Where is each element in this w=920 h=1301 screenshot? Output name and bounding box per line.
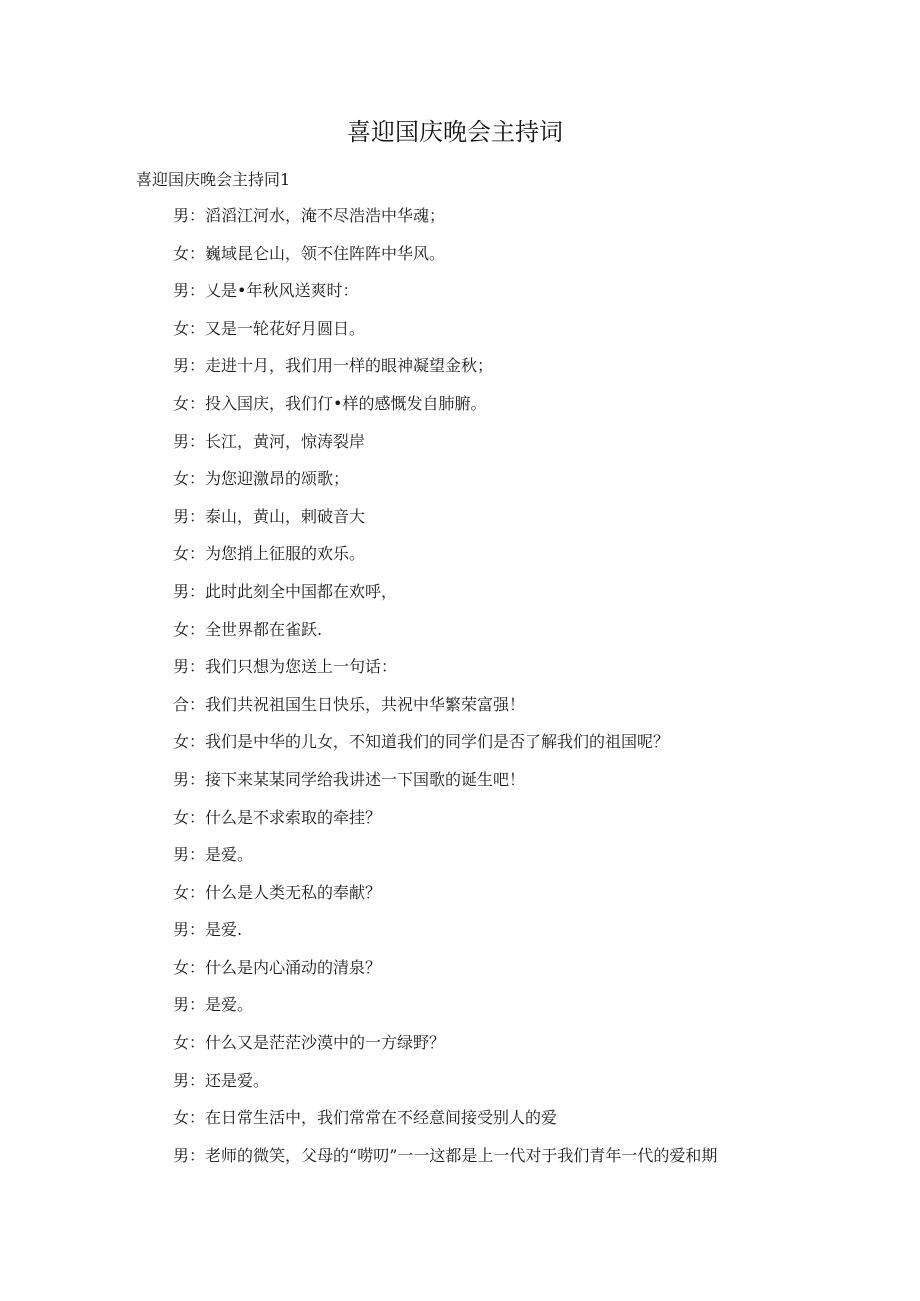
speaker-label: 女 bbox=[173, 807, 190, 827]
line-text: 是爱. bbox=[205, 920, 243, 940]
dialogue-line bbox=[173, 428, 717, 466]
line-text: 在日常生活中，我们常常在不经意间接受别人的爱 bbox=[205, 1108, 558, 1128]
speaker-label: 男 bbox=[173, 1070, 190, 1090]
line-text: 乂是•年秋风送爽时： bbox=[205, 281, 359, 301]
speaker-separator: ： bbox=[189, 920, 206, 940]
line-text: 为您捎上征服的欢乐。 bbox=[205, 544, 366, 564]
line-text: 什么是人类无私的奉献？ bbox=[205, 882, 382, 902]
speaker-label: 男 bbox=[173, 581, 190, 601]
speaker-separator: ： bbox=[189, 1070, 206, 1090]
dialogue-line bbox=[173, 991, 717, 1029]
speaker-label: 男 bbox=[173, 506, 190, 526]
speaker-separator: ： bbox=[189, 769, 206, 789]
line-text: 为您迎激昂的颂歌； bbox=[205, 469, 350, 489]
dialogue-line bbox=[173, 728, 717, 766]
speaker-separator: ： bbox=[189, 732, 206, 752]
section-heading: 喜迎国庆晚会主持同1 bbox=[136, 170, 291, 189]
line-text: 是爱。 bbox=[205, 845, 254, 865]
speaker-separator: ： bbox=[189, 506, 206, 526]
dialogue-line bbox=[173, 616, 717, 654]
speaker-separator: ： bbox=[189, 1145, 206, 1165]
line-text: 老师的微笑，父母的“唠叨”一一这都是上一代对于我们青年一代的爱和期 bbox=[205, 1145, 718, 1165]
dialogue-line bbox=[173, 691, 717, 729]
dialogue-list bbox=[173, 202, 717, 1179]
dialogue-line bbox=[173, 390, 717, 428]
speaker-separator: ： bbox=[189, 581, 206, 601]
speaker-label: 男 bbox=[173, 356, 190, 376]
line-text: 我们是中华的儿女，不知道我们的同学们是否了解我们的祖国呢？ bbox=[205, 732, 670, 752]
speaker-label: 女 bbox=[173, 957, 190, 977]
dialogue-line bbox=[173, 954, 717, 992]
speaker-separator: ： bbox=[189, 882, 206, 902]
speaker-separator: ： bbox=[189, 318, 206, 338]
line-text: 接下来某某同学给我讲述一下国歌的诞生吧！ bbox=[205, 769, 526, 789]
line-text: 我们只想为您送上一句话： bbox=[205, 657, 398, 677]
speaker-separator: ： bbox=[189, 1108, 206, 1128]
dialogue-line bbox=[173, 1104, 717, 1142]
dialogue-line bbox=[173, 315, 717, 353]
speaker-label: 女 bbox=[173, 882, 190, 902]
dialogue-line bbox=[173, 540, 717, 578]
dialogue-line bbox=[173, 1029, 717, 1067]
line-text: 走进十月，我们用一样的眼神凝望金秋； bbox=[205, 356, 494, 376]
line-text: 还是爱。 bbox=[205, 1070, 270, 1090]
speaker-separator: ： bbox=[189, 845, 206, 865]
dialogue-line bbox=[173, 1067, 717, 1105]
speaker-separator: ： bbox=[189, 206, 206, 225]
speaker-label: 女 bbox=[173, 318, 190, 338]
dialogue-line bbox=[173, 879, 717, 917]
speaker-separator: ： bbox=[189, 619, 206, 639]
speaker-separator: ： bbox=[189, 1033, 206, 1053]
line-text: 我们共祝祖国生日快乐，共祝中华繁荣富强！ bbox=[205, 694, 526, 714]
speaker-separator: ： bbox=[189, 657, 206, 677]
line-text: 此时此刻全中国都在欢呼， bbox=[205, 581, 398, 601]
speaker-label: 女 bbox=[173, 243, 190, 263]
dialogue-line bbox=[173, 465, 717, 503]
speaker-label: 女 bbox=[173, 619, 190, 639]
speaker-label: 女 bbox=[173, 1108, 190, 1128]
line-text: 长江，黄河，惊涛裂岸 bbox=[205, 431, 366, 451]
dialogue-line bbox=[173, 503, 717, 541]
dialogue-line bbox=[173, 916, 717, 954]
speaker-label: 男 bbox=[173, 1145, 190, 1165]
dialogue-line bbox=[173, 1142, 717, 1180]
speaker-separator: ： bbox=[189, 393, 206, 413]
line-text: 投入国庆，我们仃•样的感慨发自肺腑。 bbox=[205, 393, 487, 413]
dialogue-line bbox=[173, 277, 717, 315]
line-text: 巍域昆仑山，领不住阵阵中华风。 bbox=[205, 243, 446, 263]
line-text: 是爱。 bbox=[205, 995, 254, 1015]
speaker-label: 男 bbox=[173, 431, 190, 451]
dialogue-line bbox=[173, 352, 717, 390]
line-text: 泰山，黄山，剌破音大 bbox=[205, 506, 366, 526]
dialogue-line bbox=[173, 578, 717, 616]
dialogue-line bbox=[173, 202, 717, 240]
line-text: 滔滔江河水，淹不尽浩浩中华魂； bbox=[205, 206, 446, 225]
speaker-label: 男 bbox=[173, 920, 190, 940]
speaker-separator: ： bbox=[189, 995, 206, 1015]
speaker-label: 男 bbox=[173, 281, 190, 301]
speaker-separator: ： bbox=[189, 807, 206, 827]
dialogue-line bbox=[173, 653, 717, 691]
dialogue-line bbox=[173, 804, 717, 842]
speaker-label: 男 bbox=[173, 995, 190, 1015]
speaker-label: 男 bbox=[173, 769, 190, 789]
line-text: 什么又是茫茫沙漠中的一方绿野？ bbox=[205, 1033, 446, 1053]
speaker-label: 男 bbox=[173, 845, 190, 865]
line-text: 又是一轮花好月圆日。 bbox=[205, 318, 366, 338]
speaker-label: 女 bbox=[173, 732, 190, 752]
speaker-label: 合 bbox=[173, 694, 190, 714]
dialogue-line bbox=[173, 766, 717, 804]
speaker-label: 男 bbox=[173, 206, 190, 225]
speaker-separator: ： bbox=[189, 243, 206, 263]
speaker-separator: ： bbox=[189, 544, 206, 564]
line-text: 什么是内心涌动的清泉？ bbox=[205, 957, 382, 977]
speaker-separator: ： bbox=[189, 469, 206, 489]
speaker-label: 女 bbox=[173, 469, 190, 489]
line-text: 全世界都在雀跃. bbox=[205, 619, 323, 639]
speaker-label: 女 bbox=[173, 544, 190, 564]
speaker-separator: ： bbox=[189, 356, 206, 376]
line-text: 什么是不求索取的牵挂？ bbox=[205, 807, 382, 827]
speaker-label: 女 bbox=[173, 1033, 190, 1053]
dialogue-line bbox=[173, 841, 717, 879]
speaker-separator: ： bbox=[189, 431, 206, 451]
speaker-separator: ： bbox=[189, 694, 206, 714]
dialogue-line bbox=[173, 240, 717, 278]
speaker-label: 男 bbox=[173, 657, 190, 677]
document-title: 喜迎国庆晚会主持词 bbox=[347, 118, 563, 146]
speaker-separator: ： bbox=[189, 957, 206, 977]
speaker-separator: ： bbox=[189, 281, 206, 301]
speaker-label: 女 bbox=[173, 393, 190, 413]
